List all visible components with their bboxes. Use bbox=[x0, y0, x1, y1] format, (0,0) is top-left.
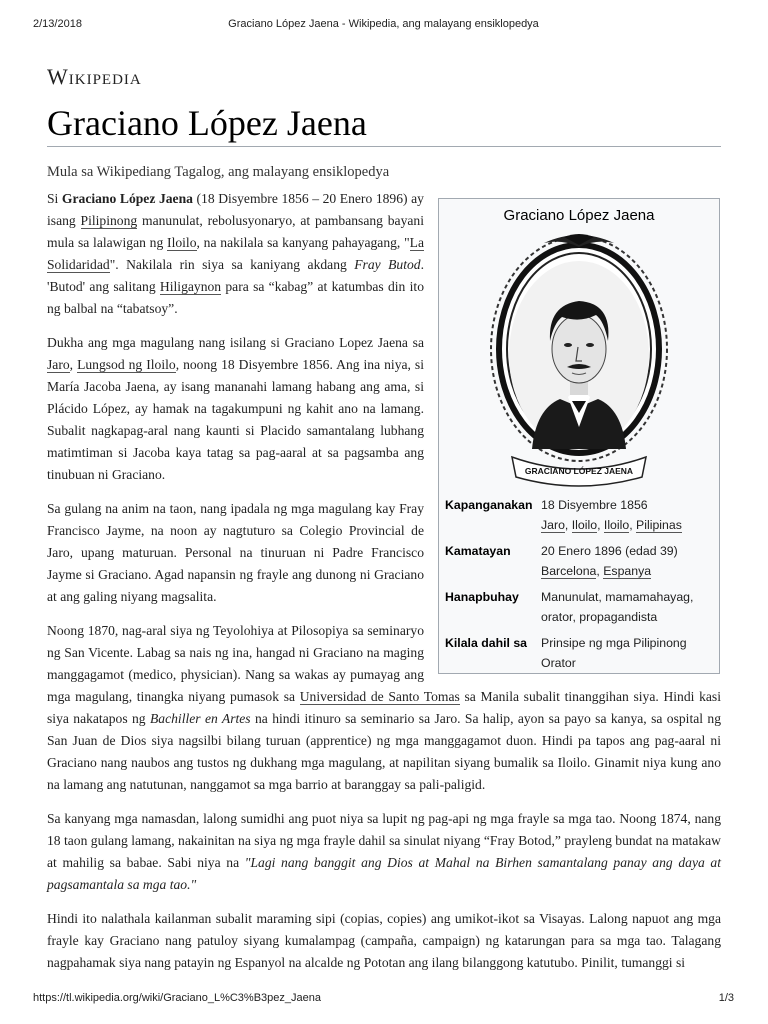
link-hiligaynon[interactable]: Hiligaynon bbox=[159, 279, 222, 294]
link-iloilo-body[interactable]: Iloilo bbox=[167, 235, 197, 250]
quotation: "Lagi nang banggit ang Dios at Mahal na Birhen samantalang panay ang daya at pagsamantala sa mga tao." bbox=[47, 855, 722, 892]
print-header bbox=[33, 18, 734, 32]
print-page-number: 1/3 bbox=[718, 992, 734, 1004]
link-ust[interactable]: Universidad de Santo Tomas bbox=[299, 689, 460, 704]
infobox-title: Graciano López Jaena bbox=[503, 207, 655, 224]
infobox-label: Hanapbuhay bbox=[445, 590, 519, 604]
link-barcelona[interactable]: Barcelona bbox=[541, 564, 597, 578]
page-title: Graciano López Jaena bbox=[47, 103, 367, 143]
infobox-value: Prinsipe ng mga Pilipinong Orator bbox=[541, 636, 687, 670]
infobox-row-known-for bbox=[445, 631, 713, 677]
paragraph-intro: Si Graciano López Jaena (18 Disyembre 1856 – 20 Enero 1896) ay isang Pilipinong manunulat, rebolusyonaryo, at pambansang bayani mula sa lalawigan ng Iloilo, na nakilala sa kanyang pahayagang, "La Solidaridad". Nakilala rin siya sa kaniyang akdang Fray Butod. 'Butod' ang salitang Hiligaynon para sa “kabag” at katumbas din ito ng balbal na “tabatsoy”. bbox=[47, 191, 425, 316]
paragraph-education: Noong 1870, nag-aral siya ng Teyolohiya at Pilosopiya sa seminaryo ng San Vicente. Labag sa nais ng ina, hangad ni Graciano na maging manggagamot (medico, physician). Nang sa wakas ay pumayag ang mga magulang, tinangka niyang pumasok sa Universidad de Santo Tomas sa Manila subalit tinanggihan siya. Hindi kasi siya nakatapos ng Bachiller en Artes na hindi itinuro sa seminario sa Jaro. Sa halip, ayon sa payo sa kanya, sa ospital ng San Juan de Dios siya nagsilbi bilang turuan (apprentice) ng mga manggagamot duon. Hindi pa tapos ang pag-aaral ni Graciano nang naubos ang tustos ng dukhang mga magulang, at napilitan siyang bumalik sa Iloilo. Ginamit niya kung ano na lamang ang natutunan, nanggamot sa mga barrio at baranggay sa pali-paligid. bbox=[47, 623, 721, 792]
link-iloilo[interactable]: Iloilo bbox=[571, 518, 598, 532]
paragraph-campaign: Hindi ito nalathala kailanman subalit maraming sipi (copias, copies) ang umikot-ikot sa Visayas. Lalong napuot ang mga frayle kay Graciano nang patuloy siyang kumalampag (campaña, campaign) ng katarungan para sa mga tao. Talagang nagpahamak siya nang patayin ng Espanyol na alcalde ng Pototan ang ilang bilanggong katutubo. Pinilit, tumanggi si bbox=[47, 911, 721, 970]
infobox-row-born bbox=[445, 493, 713, 539]
link-espanya[interactable]: Espanya bbox=[603, 564, 652, 578]
portrait-figure-icon bbox=[509, 261, 649, 449]
infobox-value: 18 Disyembre 1856 Jaro, Iloilo, Iloilo, Pilipinas bbox=[541, 498, 682, 532]
infobox-row-occupation bbox=[445, 585, 713, 631]
infobox-label: Kapanganakan bbox=[445, 498, 533, 512]
print-date: 2/13/2018 bbox=[33, 18, 82, 30]
subject-name: Graciano López Jaena bbox=[61, 191, 193, 206]
link-lungsod-ng-iloilo[interactable]: Lungsod ng Iloilo bbox=[77, 357, 176, 372]
link-jaro[interactable]: Jaro bbox=[541, 518, 565, 532]
print-page-title: Graciano López Jaena - Wikipedia, ang malayang ensiklopedya bbox=[228, 18, 539, 30]
infobox-table bbox=[445, 493, 713, 677]
link-jaro-body[interactable]: Jaro bbox=[47, 357, 70, 372]
infobox-label: Kilala dahil sa bbox=[445, 636, 528, 650]
paragraph-fray-botod: Sa kanyang mga namasdan, lalong sumidhi ang puot niya sa lupit ng pag-api ng mga frayle sa mga tao. Noong 1874, nang 18 taon gulang lamang, nakainitan na siya ng mga frayle dahil sa sinulat niyang “Fray Botod,” prayleng bundat na matakaw at mahilig sa babae. Sabi niya na "Lagi nang banggit ang Dios at Mahal na Birhen samantalang panay ang daya at pagsamantala sa mga tao." bbox=[47, 811, 722, 892]
wikipedia-logo[interactable]: Wikipedia bbox=[47, 64, 142, 89]
print-footer bbox=[33, 992, 734, 1006]
site-tagline: Mula sa Wikipediang Tagalog, ang malayang ensiklopedya bbox=[47, 164, 390, 180]
link-pilipinong[interactable]: Pilipinong bbox=[80, 213, 138, 228]
title-divider bbox=[47, 146, 721, 147]
work-title: Fray Butod bbox=[354, 257, 421, 272]
infobox bbox=[438, 198, 720, 674]
infobox-row-died bbox=[445, 539, 713, 585]
infobox-label: Kamatayan bbox=[445, 544, 511, 558]
paragraph-schooling: Sa gulang na anim na taon, nang ipadala ng mga magulang kay Fray Francisco Jayme, na noon ay nagtuturo sa Colegio Provincial de Jaro, upang maturuan. Personal na tinuruan ni Padre Francisco Jayme si Graciano. Agad napansin ng frayle ang dunong ni Graciano at ang galing niyang magsalita. bbox=[47, 501, 424, 604]
link-iloilo-province[interactable]: Iloilo bbox=[603, 518, 630, 532]
infobox-value: Manunulat, mamamahayag, orator, propagandista bbox=[541, 590, 694, 624]
portrait-caption: GRACIANO LÓPEZ JAENA bbox=[524, 466, 634, 476]
degree-title: Bachiller en Artes bbox=[149, 711, 251, 726]
paragraph-early-life: Dukha ang mga magulang nang isilang si Graciano Lopez Jaena sa Jaro, Lungsod ng Iloilo, noong 18 Disyembre 1856. Ang ina niya, si María Jacoba Jaena, ay isang mananahi lamang habang ang ama, si Plácido López, ay hamak na tagakumpuni ng kahit ano na lamang. Subalit nagkapag-aral nang kaunti si Placido samantalang lubhang matimtiman si Jacoba kaya tatag sa pag-aaral at sa pagsamba ang tinubuan ni Graciano. bbox=[47, 335, 425, 482]
link-la-solidaridad[interactable]: La Solidaridad bbox=[47, 235, 424, 272]
link-pilipinas[interactable]: Pilipinas bbox=[636, 518, 682, 532]
portrait-image[interactable] bbox=[484, 231, 674, 493]
article-body bbox=[47, 188, 721, 986]
infobox-value: 20 Enero 1896 (edad 39) Barcelona, Espanya bbox=[541, 544, 678, 578]
print-url: https://tl.wikipedia.org/wiki/Graciano_L%C3%B3pez_Jaena bbox=[33, 992, 321, 1004]
